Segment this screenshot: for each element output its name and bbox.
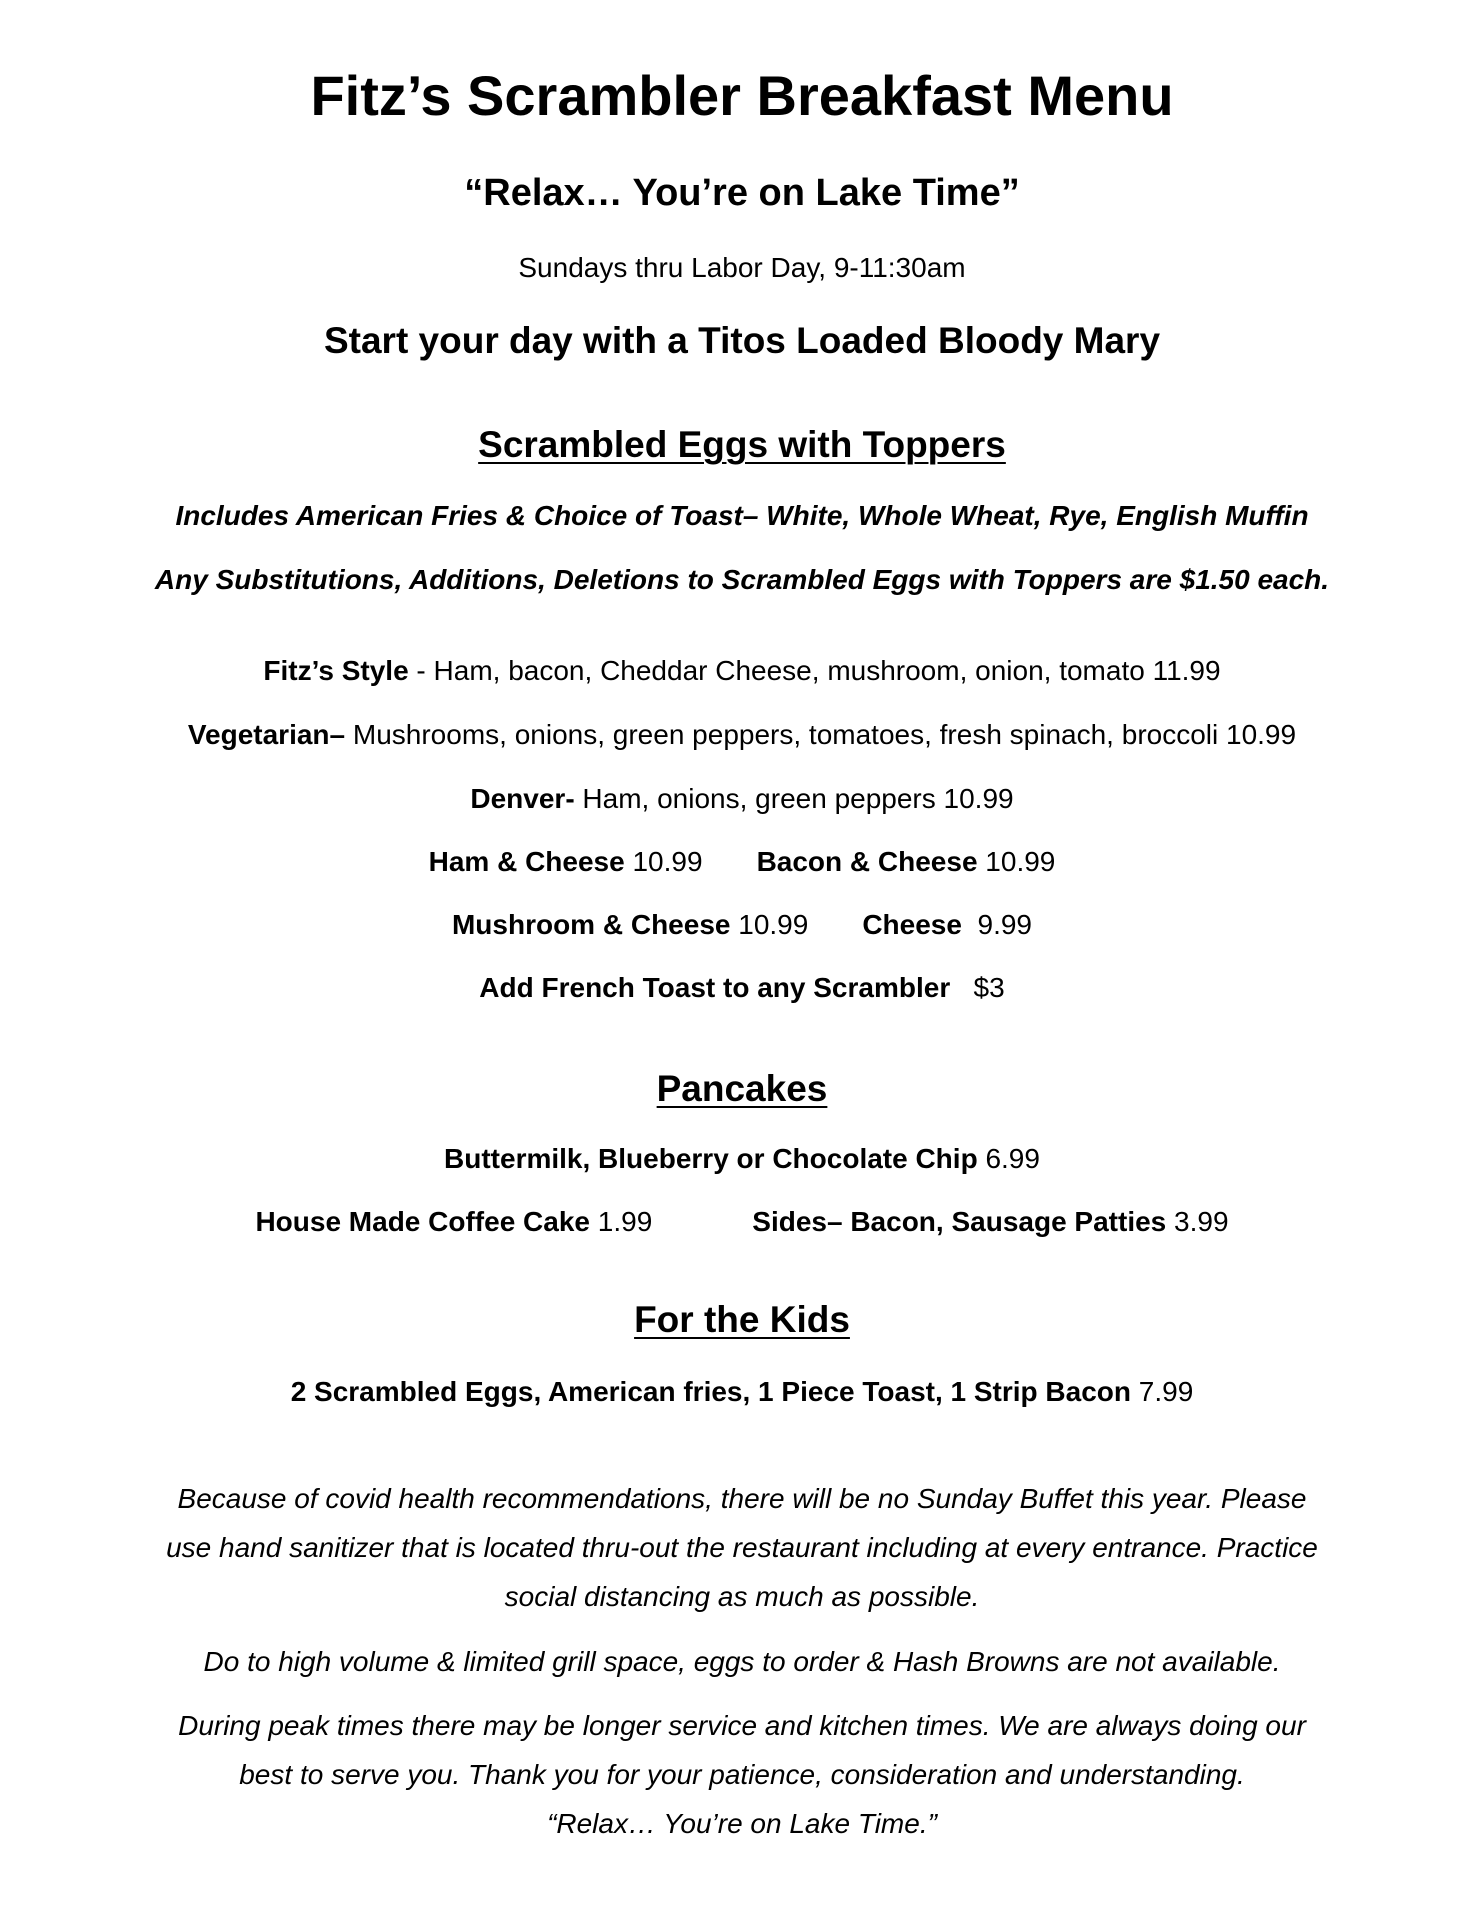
item-desc: Ham, onions, green peppers 10.99 [574, 783, 1014, 814]
menu-item-bacon-cheese [757, 846, 1056, 877]
item-name: Add French Toast to any Scrambler [479, 972, 951, 1003]
item-name: Denver- [470, 783, 575, 814]
notice-line: use hand sanitizer that is located thru-out the restaurant including at every entrance. Practice [166, 1532, 1318, 1563]
pancakes-heading: Pancakes [656, 1068, 828, 1109]
menu-item-denver [0, 781, 1484, 817]
notice-line: Because of covid health recommendations, there will be no Sunday Buffet this year. Please [177, 1483, 1307, 1514]
menu-item-fitz-style [0, 653, 1484, 689]
item-name: Cheese [862, 909, 962, 940]
menu-row-ham-bacon-cheese [0, 844, 1484, 880]
menu-item-sides [752, 1206, 1228, 1237]
includes-note: Includes American Fries & Choice of Toast– White, Whole Wheat, Rye, English Muffin [175, 500, 1309, 531]
item-name: House Made Coffee Cake [255, 1206, 590, 1237]
menu-item-cheese [862, 909, 1032, 940]
kids-heading: For the Kids [634, 1299, 850, 1340]
closing-line: “Relax… You’re on Lake Time.” [547, 1808, 937, 1839]
covid-notice [90, 1474, 1394, 1621]
item-price: 9.99 [961, 909, 1033, 940]
item-price: 6.99 [977, 1143, 1040, 1174]
menu-item-french-toast [0, 970, 1484, 1006]
tagline: “Relax… You’re on Lake Time” [464, 172, 1020, 214]
page-title: Fitz’s Scrambler Breakfast Menu [310, 64, 1174, 127]
item-name: Buttermilk, Blueberry or Chocolate Chip [444, 1143, 978, 1174]
item-price: $3 [950, 972, 1005, 1003]
notice-line: social distancing as much as possible. [504, 1581, 980, 1612]
substitutions-note: Any Substitutions, Additions, Deletions to Scrambled Eggs with Toppers are $1.50 each. [154, 564, 1330, 595]
item-price: 1.99 [590, 1206, 653, 1237]
item-name: 2 Scrambled Eggs, American fries, 1 Piece Toast, 1 Strip Bacon [290, 1376, 1132, 1407]
grill-notice [90, 1637, 1394, 1686]
peak-times-notice [90, 1701, 1394, 1848]
menu-item-ham-cheese [429, 846, 703, 877]
notice-line: Do to high volume & limited grill space, eggs to order & Hash Browns are not available. [203, 1646, 1281, 1677]
menu-item-mushroom-cheese [452, 909, 808, 940]
menu-item-vegetarian [0, 717, 1484, 753]
menu-item-kids [0, 1374, 1484, 1410]
item-price: 3.99 [1166, 1206, 1229, 1237]
item-price: 10.99 [977, 846, 1056, 877]
menu-row-mushroom-cheese [0, 907, 1484, 943]
promo-text: Start your day with a Titos Loaded Bloody Mary [323, 320, 1161, 361]
item-name: Mushroom & Cheese [451, 909, 731, 940]
notice-line: During peak times there may be longer service and kitchen times. We are always doing our [178, 1710, 1306, 1741]
scrambled-heading: Scrambled Eggs with Toppers [478, 424, 1006, 465]
item-price: 10.99 [730, 909, 809, 940]
menu-item-pancakes [0, 1141, 1484, 1177]
item-name: Fitz’s Style [263, 655, 409, 686]
item-name: Sides– Bacon, Sausage Patties [752, 1206, 1167, 1237]
menu-item-coffee-cake [255, 1206, 652, 1237]
hours-text: Sundays thru Labor Day, 9-11:30am [518, 252, 966, 283]
item-price: 7.99 [1131, 1376, 1194, 1407]
item-name: Vegetarian– [187, 719, 346, 750]
item-name: Bacon & Cheese [756, 846, 978, 877]
item-price: 10.99 [624, 846, 703, 877]
item-name: Ham & Cheese [428, 846, 625, 877]
menu-row-coffee-cake-sides [0, 1204, 1484, 1240]
item-desc: Mushrooms, onions, green peppers, tomatoes, fresh spinach, broccoli 10.99 [345, 719, 1297, 750]
item-desc: - Ham, bacon, Cheddar Cheese, mushroom, onion, tomato 11.99 [408, 655, 1221, 686]
notice-line: best to serve you. Thank you for your patience, consideration and understanding. [239, 1759, 1245, 1790]
